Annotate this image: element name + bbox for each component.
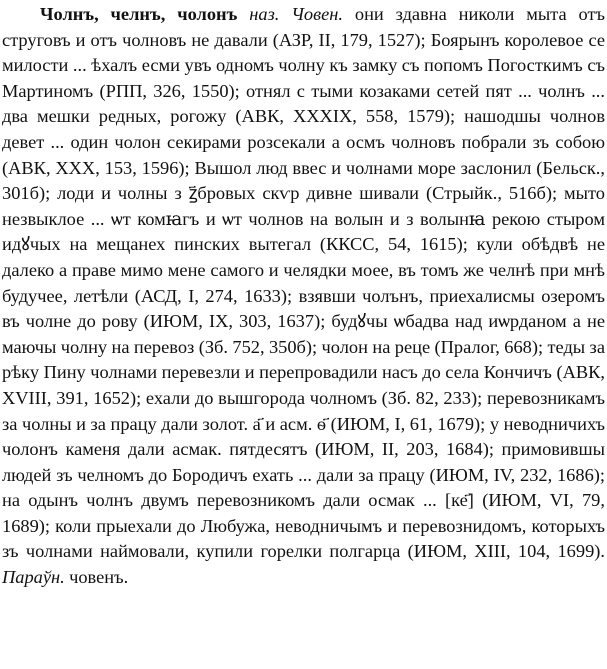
citations-part-3: (ИЮМ, VI, 79, 1689); коли прыехали до Любужа, неводничымъ и перевознидомъ, которыхъ зъ чолнами наймовали, купили горелки полгарца (ИЮМ, XIII, 104, 1699). xyxy=(2,490,605,562)
citations-part-2: (ИЮМ, I, 61, 1679); у неводничихъ чолонъ каменя дали асмак. пятдесятъ (ИЮМ, II, 203, 1684); примовившы людей зъ челномъ до Бородичъ ехать ... дали за працу (ИЮМ, IV, 232, 1686); на одынъ чолнъ двумъ перевозникомъ дали осмак ... xyxy=(2,413,605,511)
cross-reference-label: Параўн. xyxy=(2,567,65,588)
dictionary-entry xyxy=(2,2,605,591)
coin-abbreviation-2: ѳ҃ xyxy=(316,413,327,434)
citations-part-1: они здавна николи мыта отъ струговъ и отъ чолновъ не давали (АЗР, II, 179, 1527); Боярынъ королевое се милости ... ѣхалъ есми увъ одномъ чолну къ замку съ попомъ Погосткимъ съ Мартиномъ (РПП, 326, 1550); отнял с тыми козаками сетей пят ... чолнъ ... два мешки редных, рогожу (АВК, XXXIX, 558, 1579); нашодшы чолнов девет ... один чолон секирами розсекали а осмъ чолновъ побрали зъ собою (АВК, XXX, 153, 1596); Вышол люд ввес и чолнами море заслонил (Бельск., 301б); лоди и чолны з ꙁ҃бровых скѵр дивне шивали (Стрыйк., 516б); мыто незвыклое ... ѡт комꙗгъ и ѡт чолнов на волын и з волынꙗ рекою стыром идꙋчых на мещанех пинских вытегал (ККСС, 54, 1615); кули обѣдвѣ не далеко а праве мимо мене самого и челядки моее, въ томъ же челнѣ при мнѣ будучее, летѣли (АСД, I, 274, 1633); взявши чолънъ, приехалисмы озеромъ въ чолне до рову (ИЮМ, IX, 303, 1637); будꙋчы ѡбадва над иѡрданом а не маючы чолну на перевоз (Зб. 752, 350б); чолон на реце (Пралог, 668); теды за рѣку Пину чолнами перевезли и перепровадили насъ до села Кончичъ (АВК, XVIII, 391, 1652); ехали до вышгорода чолномъ (Зб. 82, 233); перевозникамъ за чолны и за працу дали золот. xyxy=(2,4,605,434)
headword: Чолнъ, челнъ, чолонъ xyxy=(40,4,238,24)
cross-reference-target[interactable]: човенъ. xyxy=(69,567,129,588)
coin-abbreviation-1: а҃ xyxy=(252,413,261,434)
bracketed-number: [ке҃] xyxy=(445,490,474,511)
grammar-label: наз. xyxy=(249,4,280,24)
coin-conjunction: и асм. xyxy=(265,413,313,434)
translation: Човен. xyxy=(291,4,343,24)
